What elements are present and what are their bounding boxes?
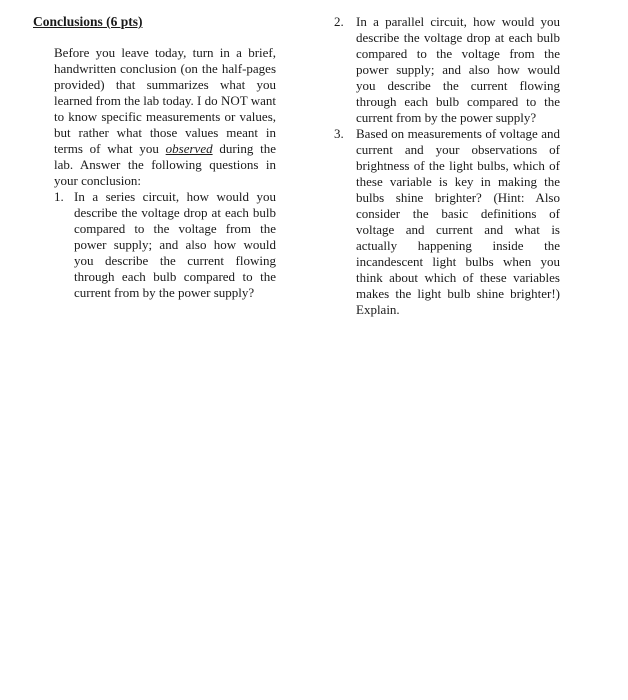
- intro-paragraph: [54, 45, 276, 189]
- section-heading: Conclusions (6 pts): [33, 14, 143, 29]
- question-text: Based on measurements of voltage and current and your observations of brightness of the light bulbs, which of these variable is key in making the bulbs shine brighter? (Hint: Also consider the basic definitions of voltage and current and what is actually happening inside the incandescent light bulbs when you think about which of these variables makes the light bulb shine brighter!) Explain.: [356, 126, 560, 317]
- question-item-1: [54, 189, 276, 301]
- intro-emphasis: observed: [165, 141, 213, 156]
- question-number: 3.: [334, 126, 344, 141]
- intro-text-before: Before you leave today, turn in a brief, handwritten conclusion (on the half-pages provided) that summarizes what you learned from the lab today. I do NOT want to know specific measurements or values, but rather what those values meant in terms of what you: [54, 45, 276, 156]
- question-number: 2.: [334, 14, 344, 29]
- question-text: In a series circuit, how would you describe the voltage drop at each bulb compared to the voltage from the power supply; and also how would you describe the current flowing through each bulb compared to the current from by the power supply?: [74, 189, 276, 300]
- question-text: In a parallel circuit, how would you describe the voltage drop at each bulb compared to the voltage from the power supply; and also how would you describe the current flowing through each bulb compared to the current from by the power supply?: [356, 14, 560, 125]
- question-number: 1.: [54, 189, 64, 204]
- question-item-3: [334, 126, 560, 318]
- right-column: [334, 14, 560, 318]
- question-list-right: [334, 14, 560, 318]
- left-column: [54, 45, 276, 301]
- question-list-left: [54, 189, 276, 301]
- question-item-2: [334, 14, 560, 126]
- intro-text-after: during the lab. Answer the following questions in your conclusion:: [54, 141, 276, 188]
